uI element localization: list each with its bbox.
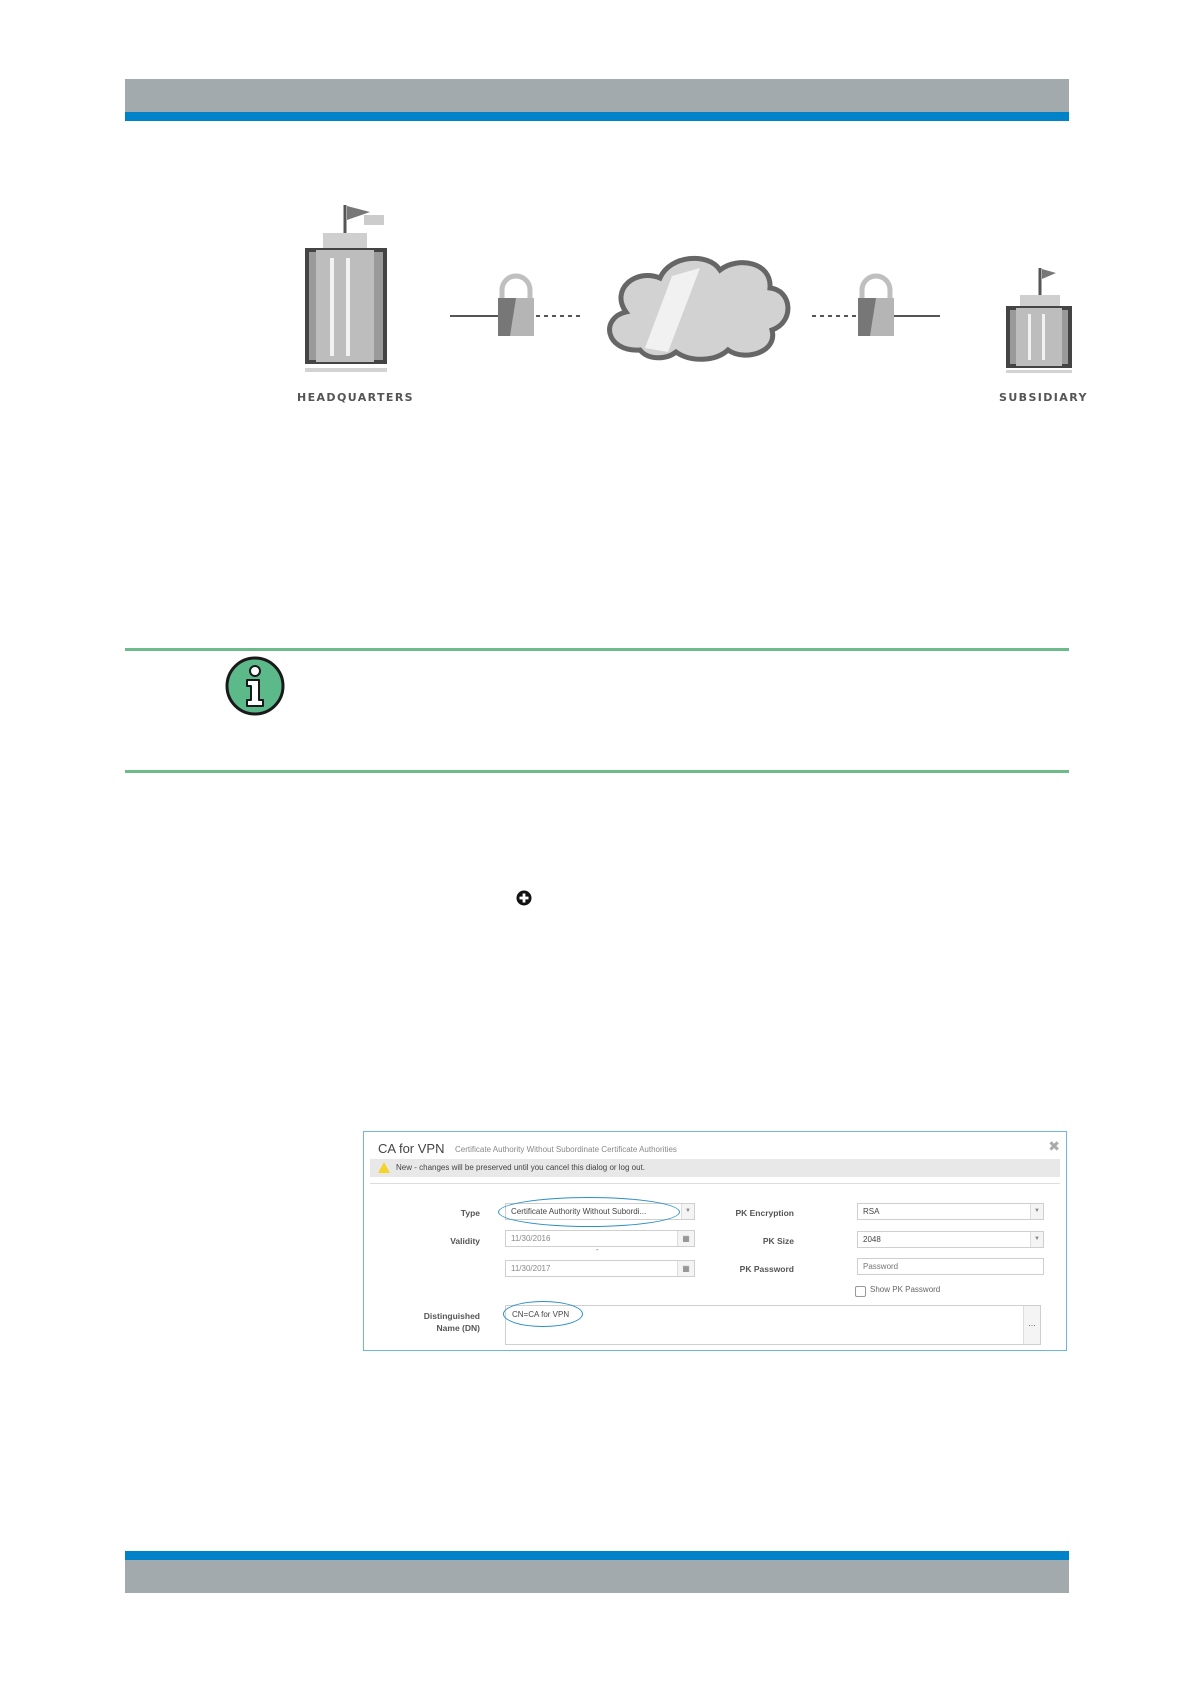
dn-label-line1: Distinguished (423, 1311, 480, 1321)
page-footer-bar (125, 1551, 1069, 1593)
dn-label-line2: Name (DN) (436, 1323, 480, 1333)
note-bottom-rule (125, 770, 1069, 773)
info-icon (225, 656, 285, 716)
pk-encryption-select[interactable] (857, 1203, 1044, 1220)
validity-from-value: 11/30/2016 (511, 1234, 551, 1243)
left-vpn-link (450, 276, 580, 336)
notice-text: New - changes will be preserved until you cancel this dialog or log out. (396, 1163, 646, 1172)
dn-highlight-ellipse (503, 1301, 583, 1327)
pk-encryption-value: RSA (863, 1207, 880, 1216)
validity-label: Validity (450, 1236, 480, 1246)
footer-blue-stripe (125, 1551, 1069, 1560)
chevron-down-icon: ▼ (1030, 1204, 1043, 1219)
validity-separator: - (596, 1245, 599, 1254)
chevron-down-icon: ▼ (1030, 1232, 1043, 1247)
chevron-down-icon: ▼ (681, 1204, 694, 1219)
distinguished-name-field[interactable] (505, 1305, 1041, 1345)
subsidiary-label: SUBSIDIARY (999, 391, 1088, 404)
warning-icon (378, 1162, 390, 1173)
pk-size-label: PK Size (762, 1236, 794, 1246)
validity-to-value: 11/30/2017 (511, 1264, 551, 1273)
validity-from-field[interactable] (505, 1230, 695, 1247)
dialog-subtitle: Certificate Authority Without Subordinate Certificate Authorities (455, 1145, 677, 1154)
pk-size-select[interactable] (857, 1231, 1044, 1248)
type-highlight-ellipse (498, 1197, 680, 1227)
pk-password-input[interactable] (857, 1258, 1044, 1275)
subsidiary-building-icon (1006, 268, 1072, 373)
dialog-separator (370, 1183, 1060, 1184)
vpn-diagram (0, 0, 1191, 420)
type-label: Type (460, 1208, 480, 1218)
ca-dialog (363, 1131, 1067, 1351)
internet-cloud-icon (610, 258, 788, 359)
footer-grey-band (125, 1560, 1069, 1593)
pk-password-label: PK Password (739, 1264, 794, 1274)
plus-circle-icon (516, 890, 532, 906)
dialog-title: CA for VPN (378, 1141, 445, 1156)
headquarters-label: HEADQUARTERS (297, 391, 415, 404)
type-select-value: Certificate Authority Without Subordi... (511, 1207, 647, 1216)
vpn-diagram-graphic (0, 0, 1191, 420)
show-pk-password-label: Show PK Password (870, 1285, 941, 1294)
dialog-notice (370, 1159, 1060, 1177)
right-vpn-link (812, 276, 940, 336)
pk-size-value: 2048 (863, 1235, 881, 1244)
note-top-rule (125, 648, 1069, 651)
validity-to-field[interactable] (505, 1260, 695, 1277)
pk-encryption-label: PK Encryption (735, 1208, 794, 1218)
headquarters-building-icon (305, 205, 387, 372)
show-pk-password-checkbox[interactable] (855, 1286, 866, 1297)
calendar-icon[interactable]: ▦ (677, 1231, 694, 1246)
dn-value: CN=CA for VPN (512, 1310, 570, 1319)
more-options-button[interactable]: ... (1023, 1306, 1040, 1344)
calendar-icon[interactable]: ▦ (677, 1261, 694, 1276)
close-icon[interactable]: ✖ (1048, 1138, 1060, 1154)
